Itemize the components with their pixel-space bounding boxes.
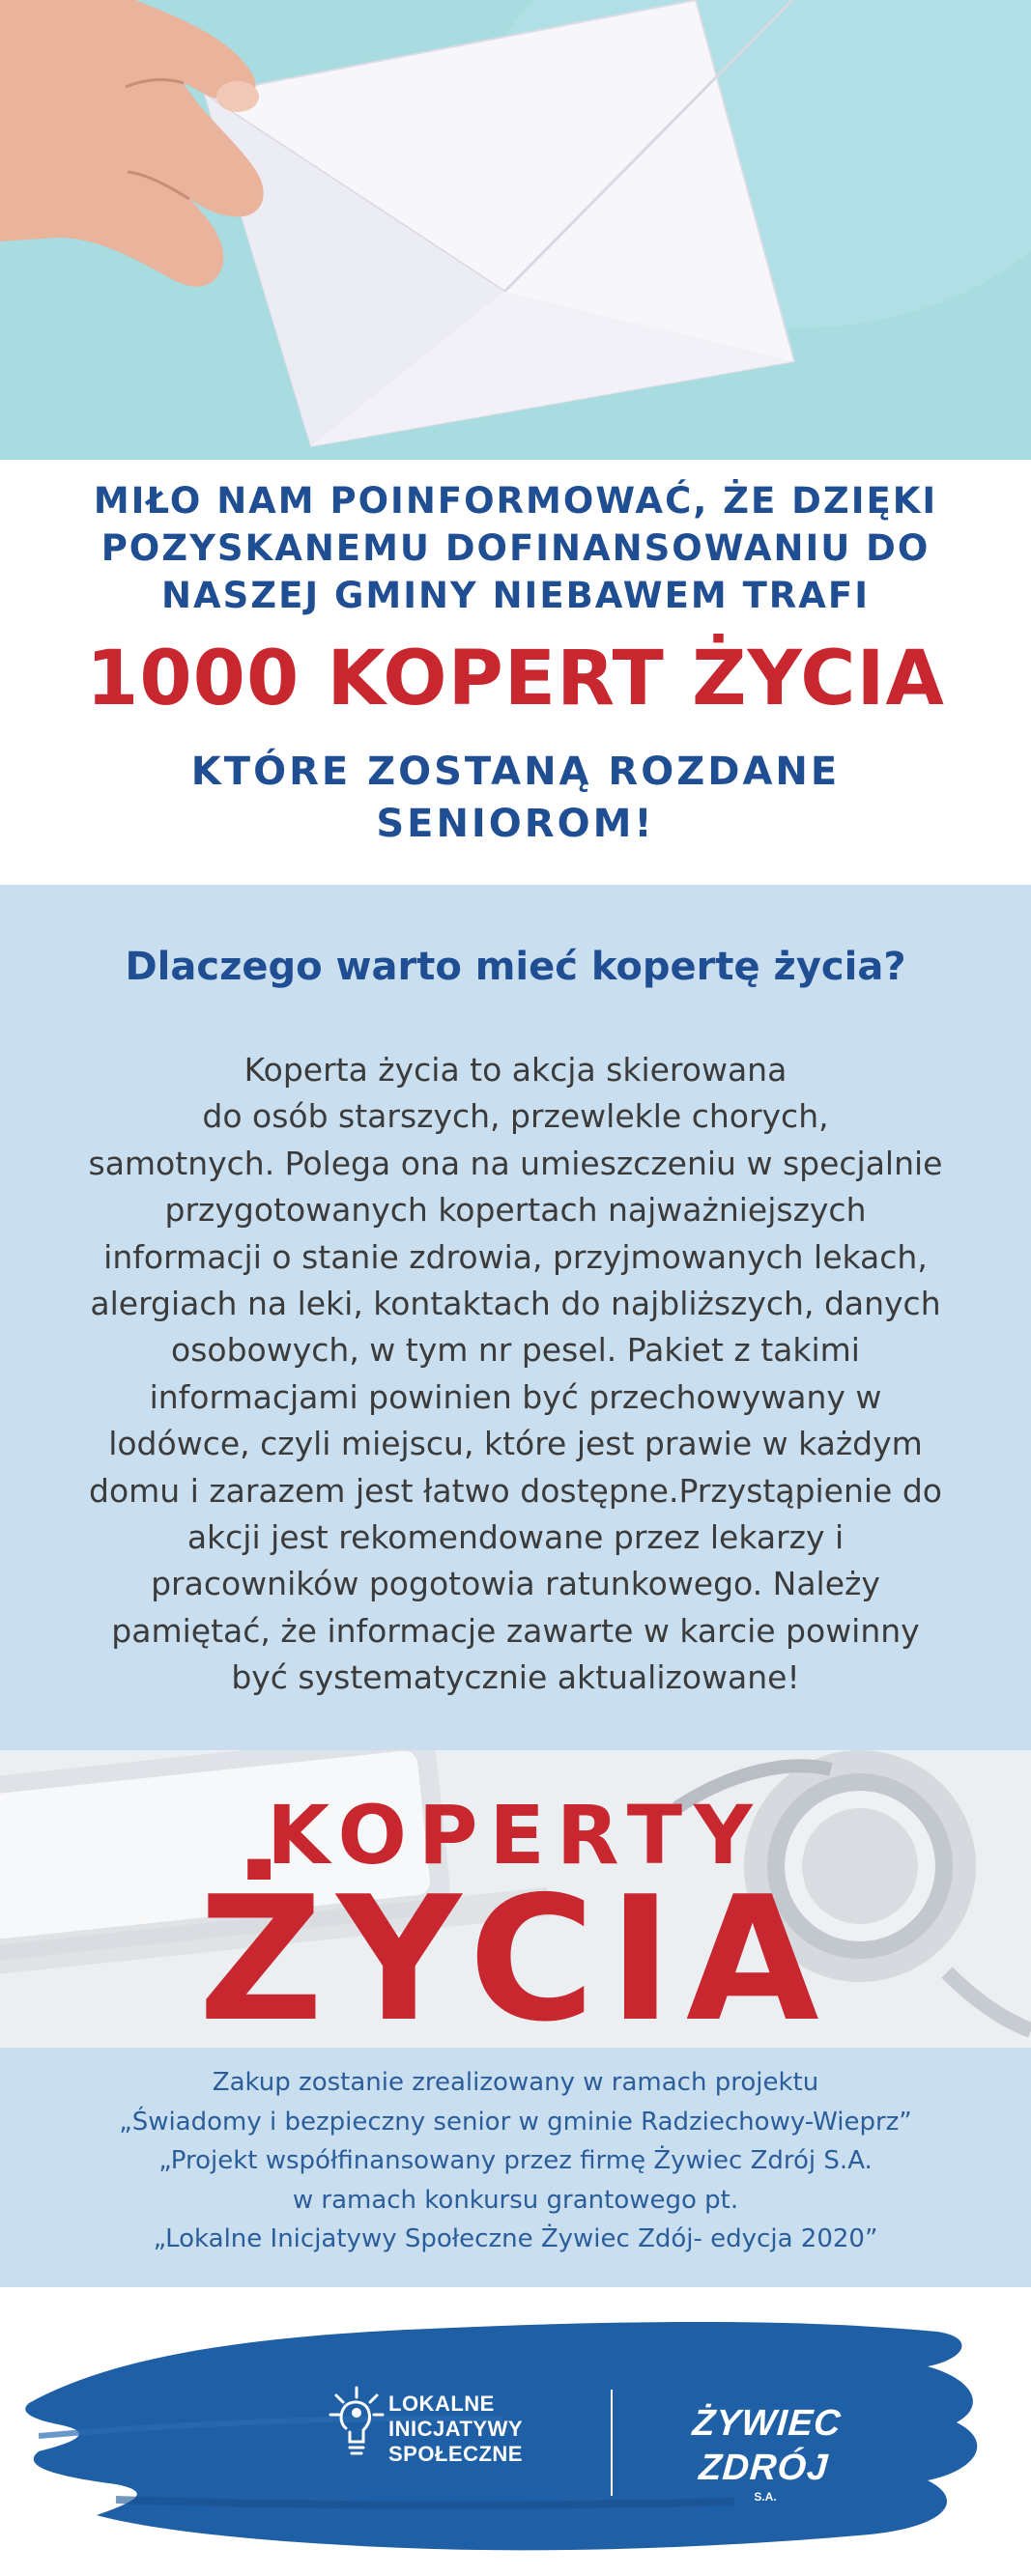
logo-lis-text — [388, 2392, 523, 2467]
why-body-line: alergiach na leki, kontaktach do najbliższych, danych — [90, 1285, 941, 1323]
intro-line: POZYSKANEMU DOFINANSOWANIU DO — [100, 527, 931, 569]
why-heading: Dlaczego warto mieć kopertę życia? — [125, 945, 906, 989]
lightbulb-person-icon — [329, 2384, 385, 2480]
funding-text — [19, 2063, 1012, 2259]
intro-line: MIŁO NAM POINFORMOWAĆ, ŻE DZIĘKI — [93, 480, 938, 522]
intro-closing-line: SENIOROM! — [376, 802, 655, 846]
why-body-line: Koperta życia to akcja skierowana — [243, 1051, 788, 1089]
intro-line: NASZEJ GMINY NIEBAWEM TRAFI — [161, 575, 870, 616]
logo-divider — [611, 2390, 613, 2496]
intro-section — [0, 460, 1031, 885]
why-body-line: pracowników pogotowia ratunkowego. Należy — [151, 1565, 880, 1603]
banner-title-bottom: ŻYCIA — [198, 1859, 833, 2048]
funding-line: Zakup zostanie zrealizowany w ramach projektu — [212, 2068, 819, 2097]
banner-title-top: KOPERTY — [267, 1788, 764, 1882]
why-body-line: być systematycznie aktualizowane! — [231, 1658, 800, 1697]
logo-lokalne-inicjatywy — [329, 2384, 599, 2490]
why-body-line: informacjami powinien być przechowywany w — [149, 1377, 882, 1416]
why-body — [56, 1047, 975, 1702]
intro-text — [58, 477, 973, 619]
funding-line: „Lokalne Inicjatywy Społeczne Żywiec Zdój- edycja 2020” — [153, 2224, 878, 2253]
why-body-line: akcji jest rekomendowane przez lekarzy i — [186, 1518, 845, 1557]
logo-lis-line: SPOŁECZNE — [388, 2442, 523, 2466]
why-body-line: przygotowanych kopertach najważniejszych — [164, 1191, 867, 1230]
funding-section — [0, 2048, 1031, 2287]
logo-lis-line: LOKALNE — [388, 2392, 495, 2416]
why-section — [0, 885, 1031, 1750]
footer-section — [0, 2287, 1031, 2576]
logo-zz-name: ŻYWIEC ZDRÓJ — [691, 2403, 843, 2488]
why-body-line: do osób starszych, przewlekle chorych, — [202, 1097, 829, 1136]
logo-zz-suffix: S.A. — [754, 2490, 777, 2504]
why-body-line: pamiętać, że informacje zawarte w karcie powinny — [111, 1611, 920, 1650]
why-body-line: lodówce, czyli miejscu, które jest prawie w każdym — [108, 1425, 923, 1463]
intro-closing — [116, 746, 915, 850]
hero-image — [0, 0, 1031, 460]
why-body-line: samotnych. Polega ona na umieszczeniu w specjalnie — [88, 1144, 943, 1182]
intro-highlight: 1000 KOPERT ŻYCIA — [86, 636, 945, 722]
banner-section — [0, 1750, 1031, 2048]
envelope-illustration — [0, 0, 1031, 460]
funding-line: „Projekt współfinansowany przez firmę Żywiec Zdrój S.A. — [158, 2146, 873, 2175]
funding-line: w ramach konkursu grantowego pt. — [292, 2185, 739, 2215]
why-body-line: informacji o stanie zdrowia, przyjmowanych lekach, — [103, 1237, 928, 1276]
logo-zywiec-zdroj — [649, 2401, 881, 2504]
intro-closing-line: KTÓRE ZOSTANĄ ROZDANE — [190, 750, 841, 794]
why-body-line: osobowych, w tym nr pesel. Pakiet z takimi — [171, 1331, 860, 1370]
why-body-line: domu i zarazem jest łatwo dostępne.Przystąpienie do — [89, 1471, 942, 1510]
funding-line: „Świadomy i bezpieczny senior w gminie Radziechowy-Wieprz” — [119, 2107, 912, 2137]
logo-lis-line: INICJATYWY — [388, 2417, 524, 2441]
